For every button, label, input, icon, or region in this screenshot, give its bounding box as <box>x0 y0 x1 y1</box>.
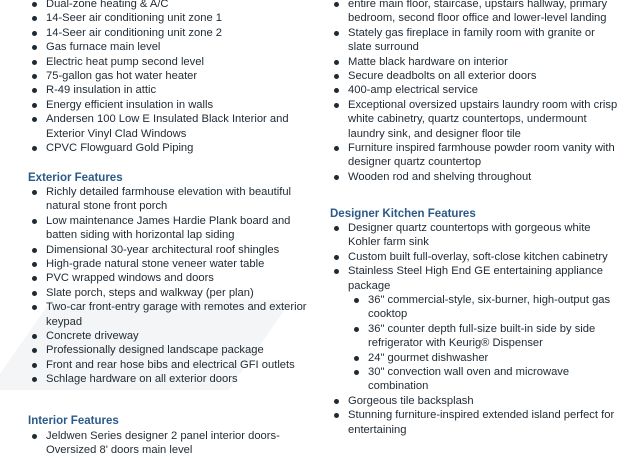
appliance-sub-item: 30" convection wall oven and microwave combination <box>330 365 620 394</box>
exterior-features-list <box>28 185 318 387</box>
feature-list-item: Concrete driveway <box>28 329 318 343</box>
feature-list-item: Two-car front-entry garage with remotes and exterior keypad <box>28 300 318 329</box>
feature-list-item: Matte black hardware on interior <box>330 55 620 69</box>
feature-list-item: Stunning furniture-inspired extended island perfect for entertaining <box>330 408 620 437</box>
feature-list-item: Stately gas fireplace in family room with granite or slate surround <box>330 26 620 55</box>
feature-list-item: Dual-zone heating & A/C <box>28 0 318 11</box>
designer-kitchen-features-heading: Designer Kitchen Features <box>330 208 476 220</box>
feature-list-item: Professionally designed landscape package <box>28 343 318 357</box>
interior-details-list <box>330 0 620 184</box>
feature-list-item: Dimensional 30-year architectural roof shingles <box>28 243 318 257</box>
feature-list-item: 14-Seer air conditioning unit zone 1 <box>28 11 318 25</box>
feature-list-item: Designer quartz countertops with gorgeous white Kohler farm sink <box>330 221 620 250</box>
interior-features-heading: Interior Features <box>28 415 119 427</box>
systems-list-section <box>28 0 318 155</box>
feature-list-item: Exceptional oversized upstairs laundry room with crisp white cabinetry, quartz countertops, undermount laundry sink, and designer floor tile <box>330 98 620 141</box>
feature-list-item: Slate porch, steps and walkway (per plan) <box>28 286 318 300</box>
systems-list <box>28 0 318 155</box>
feature-list-item: Low maintenance James Hardie Plank board and batten siding with horizontal lap siding <box>28 214 318 243</box>
feature-list-item: Stainless Steel High End GE entertaining appliance package <box>330 264 620 293</box>
feature-list-item: Electric heat pump second level <box>28 55 318 69</box>
feature-list-item: Gorgeous tile backsplash <box>330 394 620 408</box>
feature-list-item: Gas furnace main level <box>28 40 318 54</box>
feature-list-item: Wooden rod and shelving throughout <box>330 170 620 184</box>
exterior-features-section <box>28 185 318 387</box>
feature-list-item: 75-gallon gas hot water heater <box>28 69 318 83</box>
feature-list-item: Schlage hardware on all exterior doors <box>28 372 318 386</box>
interior-features-list <box>28 429 318 458</box>
appliance-sub-item: 24" gourmet dishwasher <box>330 351 620 365</box>
interior-features-section <box>28 429 318 458</box>
feature-list-item: Front and rear hose bibs and electrical GFI outlets <box>28 358 318 372</box>
feature-list-item: Furniture inspired farmhouse powder room vanity with designer quartz countertop <box>330 141 620 170</box>
kitchen-features-section <box>330 221 620 437</box>
feature-list-item: Richly detailed farmhouse elevation with beautiful natural stone front porch <box>28 185 318 214</box>
feature-list-item: High-grade natural stone veneer water table <box>28 257 318 271</box>
feature-list-item: Jeldwen Series designer 2 panel interior doors-Oversized 8' doors main level <box>28 429 318 458</box>
interior-details-section <box>330 0 620 184</box>
feature-list-item: Secure deadbolts on all exterior doors <box>330 69 620 83</box>
feature-list-item: 14-Seer air conditioning unit zone 2 <box>28 26 318 40</box>
feature-list-item: 400-amp electrical service <box>330 83 620 97</box>
feature-list-item: Custom built full-overlay, soft-close kitchen cabinetry <box>330 250 620 264</box>
feature-list-item: entire main floor, staircase, upstairs hallway, primary bedroom, second floor office and lower-level landing <box>330 0 620 26</box>
feature-list-item: CPVC Flowguard Gold Piping <box>28 141 318 155</box>
kitchen-features-list <box>330 221 620 437</box>
feature-list-item: R-49 insulation in attic <box>28 83 318 97</box>
feature-list-item: Andersen 100 Low E Insulated Black Interior and Exterior Vinyl Clad Windows <box>28 112 318 141</box>
appliance-sub-item: 36" commercial-style, six-burner, high-output gas cooktop <box>330 293 620 322</box>
feature-list-item: Energy efficient insulation in walls <box>28 98 318 112</box>
feature-list-item: PVC wrapped windows and doors <box>28 271 318 285</box>
exterior-features-heading: Exterior Features <box>28 172 123 184</box>
appliance-sub-item: 36" counter depth full-size built-in side by side refrigerator with Keurig® Dispenser <box>330 322 620 351</box>
